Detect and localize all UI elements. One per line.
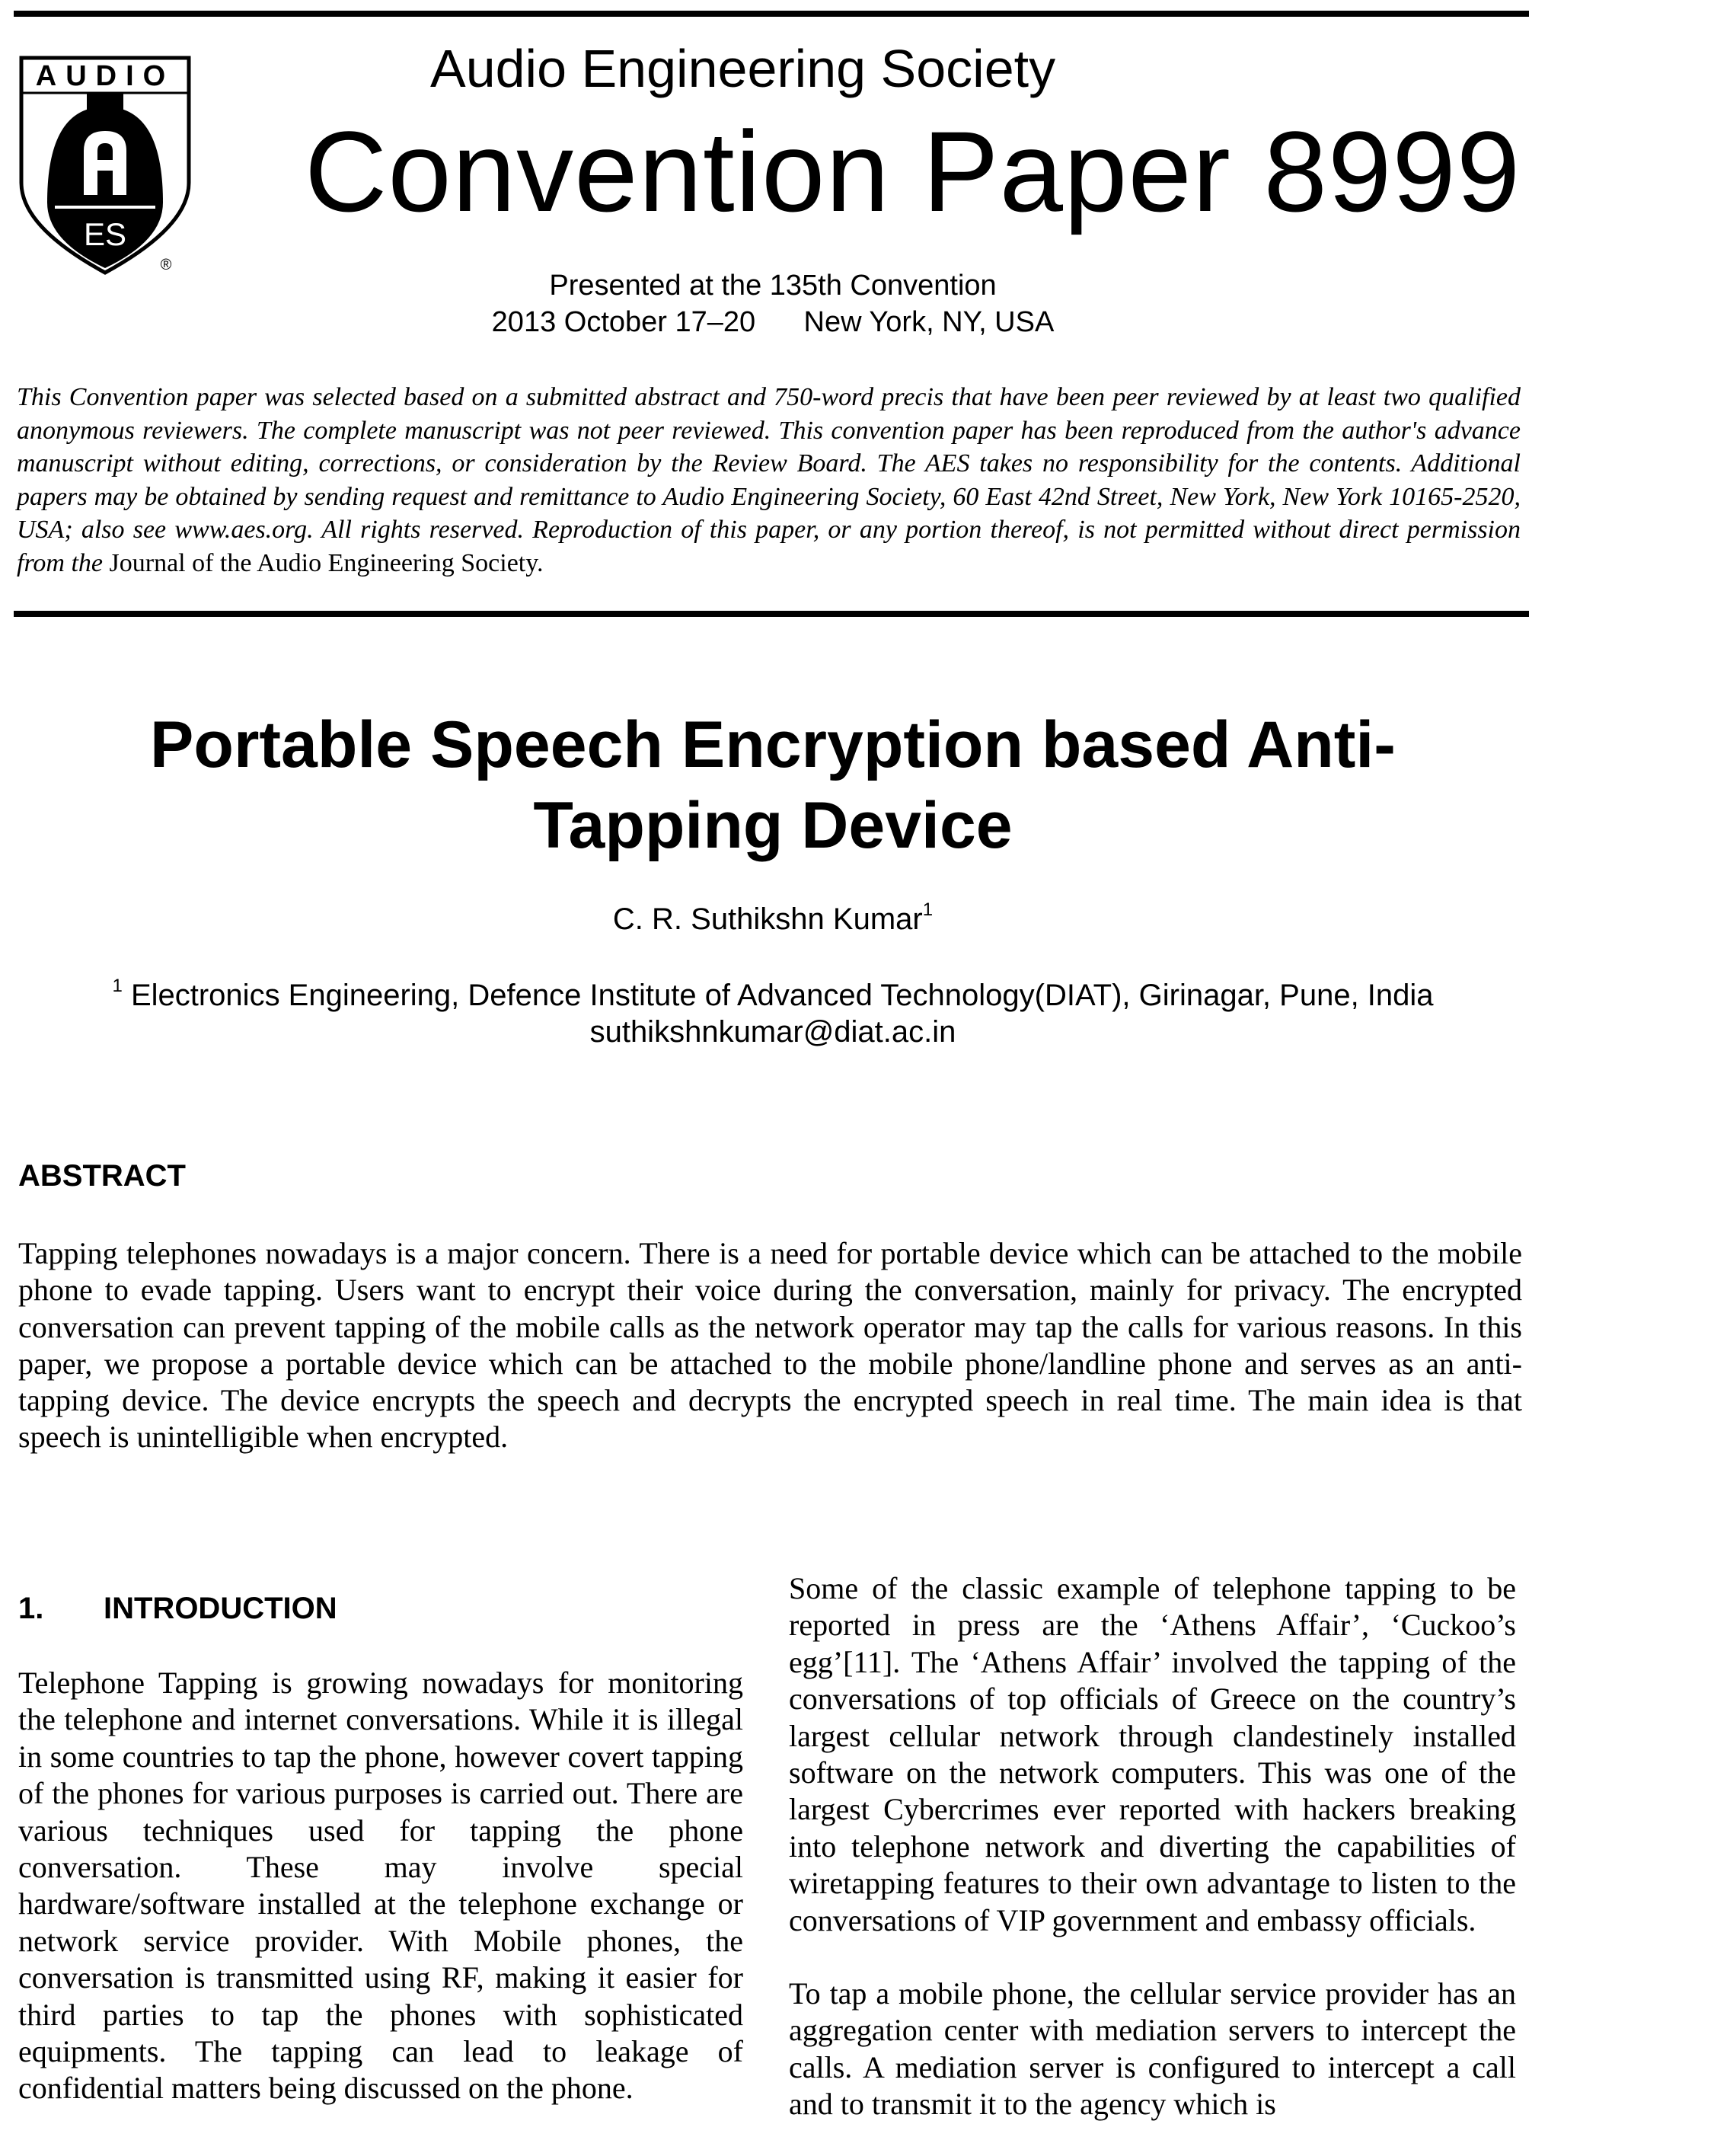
convention-location: New York, NY, USA — [803, 306, 1055, 338]
notice-italic-text: This Convention paper was selected based on a submitted abstract and 750-word precis that have been peer reviewed by at least two qualified anonymous reviewers. The complete manuscript was not peer reviewed. This convention paper has been reproduced from the author's advance manuscript without editing, corrections, or consideration by the Review Board. The AES takes no responsibility for the contents. Additional papers may be obtained by sending request and remittance to Audio Engineering Society, 60 East 42nd Street, New York, New York 10165-2520, USA; also see www.aes.org. All rights reserved. Reproduction of this paper, or any portion thereof, is not permitted without direct permission from the — [17, 383, 1521, 577]
review-notice — [17, 381, 1521, 580]
logo-audio-text: AUDIO — [35, 60, 175, 92]
author-email: suthikshnkumar@diat.ac.in — [589, 1015, 956, 1049]
society-name: Audio Engineering Society — [430, 39, 1056, 98]
paper-title: Portable Speech Encryption based Anti-Tapping Device — [150, 708, 1396, 862]
abstract-heading: ABSTRACT — [18, 1159, 186, 1193]
intro-right-paragraph-1: Some of the classic example of telephone tapping to be reported in press are the ‘Athens Affair’, ‘Cuckoo’s egg’[11]. The ‘Athens Affair’ involved the tapping of the conversations of top officials of Greece on the country’s largest cellular network through clandestinely installed software on the network computers. This was one of the largest Cybercrimes ever reported with hackers breaking into telephone network and diverting the capabilities of wiretapping features to their own advantage to listen to the conversations of VIP government and embassy officials. — [789, 1571, 1516, 1937]
author-superscript: 1 — [922, 899, 934, 920]
convention-paper-title: Convention Paper 8999 — [305, 107, 1521, 235]
intro-left-paragraph: Telephone Tapping is growing nowadays for monitoring the telephone and internet conversations. While it is illegal in some countries to tap the phone, however covert tapping of the phones for various purposes is carried out. There are various techniques used for tapping the phone conversation. These may involve special hardware/software installed at the telephone exchange or network service provider. With Mobile phones, the conversation is transmitted using RF, making it easier for third parties to tap the phones with sophisticated equipments. The tapping can lead to leakage of confidential matters being discussed on the phone. — [18, 1666, 743, 2106]
presented-line: Presented at the 135th Convention — [549, 270, 997, 302]
intro-right-column — [789, 1570, 1516, 2123]
author-name: C. R. Suthikshn Kumar — [612, 902, 923, 936]
logo-es-text: ES — [83, 216, 127, 252]
aes-logo — [17, 53, 193, 279]
convention-date: 2013 October 17–20 — [491, 306, 756, 338]
affiliation-line — [0, 977, 1546, 1014]
abstract-text: Tapping telephones nowadays is a major concern. There is a need for portable device which can be attached to the mobile phone to evade tapping. Users want to encrypt their voice during the conversation, mainly for privacy. The encrypted conversation can prevent tapping of the mobile calls as the network operator may tap the calls for various reasons. In this paper, we propose a portable device which can be attached to the mobile phone/landline phone and serves as an anti-tapping device. The device encrypts the speech and decrypts the encrypted speech in real time. The main idea is that speech is unintelligible when encrypted. — [18, 1236, 1522, 1455]
author-line — [0, 901, 1546, 937]
header-divider-rule — [14, 611, 1529, 617]
affiliation-text: Electronics Engineering, Defence Institute of Advanced Technology(DIAT), Girinagar, Pune, India — [130, 979, 1434, 1012]
convention-date-location — [0, 305, 1546, 340]
logo-registered-mark: ® — [160, 257, 172, 273]
affiliation-superscript: 1 — [112, 976, 123, 996]
top-rule — [14, 11, 1529, 17]
intro-right-paragraph-2: To tap a mobile phone, the cellular service provider has an aggregation center with mediation servers to intercept the calls. A mediation server is configured to intercept a call and to transmit it to the agency which is — [789, 1976, 1516, 2122]
section-number: 1. — [18, 1592, 44, 1625]
introduction-heading — [18, 1590, 337, 1627]
notice-journal-text: Journal of the Audio Engineering Society. — [109, 548, 544, 577]
affiliation-block — [0, 977, 1546, 1050]
section-title: INTRODUCTION — [104, 1592, 337, 1625]
